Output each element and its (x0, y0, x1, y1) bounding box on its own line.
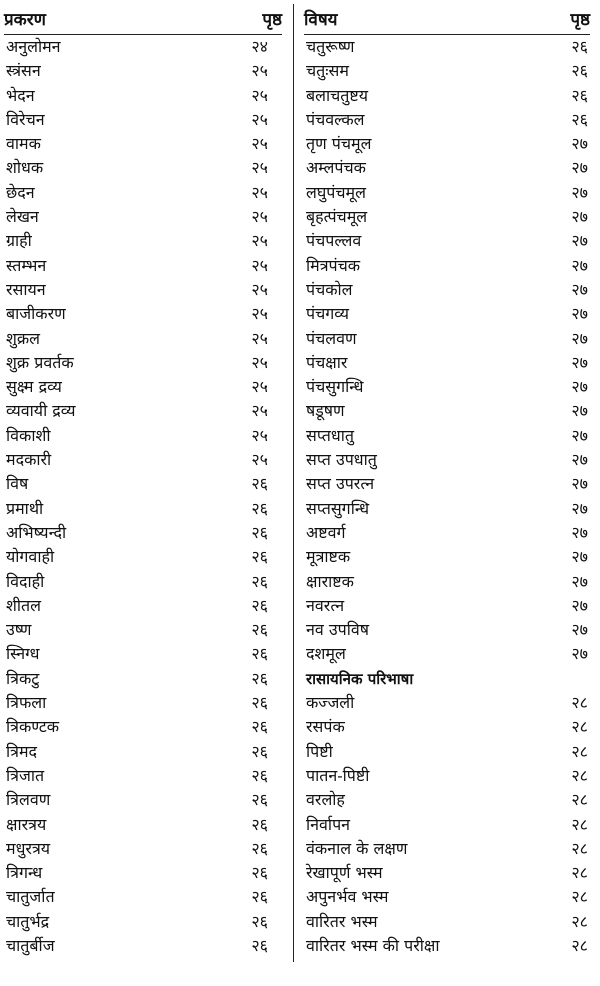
entry-topic: सप्त उपरत्न (306, 474, 375, 494)
index-entry (4, 521, 282, 545)
entry-page-number: २७ (571, 644, 588, 664)
entry-topic: भेदन (6, 85, 35, 105)
entry-topic: चतुरूष्ण (306, 37, 355, 56)
entry-page-number: २६ (251, 765, 268, 785)
entry-page-number: २५ (251, 158, 268, 178)
entry-topic: पंचपल्लव (306, 231, 362, 251)
entry-page-number: २७ (571, 207, 588, 227)
entry-topic: बृहत्पंचमूल (306, 207, 368, 227)
entry-page-number: २७ (571, 134, 588, 154)
entry-page-number: २६ (251, 522, 268, 542)
entry-topic: उष्ण (6, 620, 32, 640)
entry-page-number: २८ (571, 887, 588, 907)
entry-topic: छेदन (6, 182, 35, 202)
entry-page-number: २७ (571, 401, 588, 421)
entry-page-number: २८ (571, 863, 588, 883)
entry-page-number: २६ (251, 498, 268, 518)
entry-page-number: २६ (251, 693, 268, 713)
entry-topic: पंचकोल (306, 279, 353, 299)
index-entry (4, 885, 282, 909)
entry-page-number: २५ (251, 304, 268, 324)
index-entry (4, 715, 282, 739)
entry-page-number: २६ (571, 85, 588, 105)
index-entry (304, 375, 590, 399)
index-entry (4, 691, 282, 715)
index-entry (304, 545, 590, 569)
entry-page-number: २७ (571, 620, 588, 640)
index-entry (304, 594, 590, 618)
entry-page-number: २७ (571, 595, 588, 615)
entry-topic: स्तम्भन (6, 255, 47, 275)
entry-topic: नवरत्न (306, 595, 345, 615)
entry-page-number: २७ (571, 547, 588, 567)
entry-page-number: २६ (251, 547, 268, 567)
entry-topic: वंकनाल के लक्षण (306, 838, 408, 858)
entry-page-number: २७ (571, 522, 588, 542)
entry-page-number: २५ (251, 425, 268, 445)
entry-topic: त्रिजात (6, 765, 45, 785)
entry-page-number: २८ (571, 838, 588, 858)
index-entry (4, 254, 282, 278)
entry-page-number: २६ (251, 887, 268, 907)
entry-topic: रेखापूर्ण भस्म (306, 863, 383, 883)
index-entry (304, 448, 590, 472)
entry-topic: लेखन (6, 207, 39, 227)
entry-topic: त्रिलवण (6, 790, 51, 810)
entry-topic: मूत्राष्टक (306, 547, 351, 567)
entry-topic: त्रिकटु (6, 668, 40, 688)
index-entry (4, 594, 282, 618)
entry-page-number: २६ (571, 37, 588, 56)
index-entry (304, 181, 590, 205)
entry-page-number: २७ (571, 328, 588, 348)
index-entry (4, 472, 282, 496)
entry-topic: पंचक्षार (306, 352, 348, 372)
entry-page-number: २८ (571, 717, 588, 737)
entry-page-number: २८ (571, 790, 588, 810)
index-entry (304, 424, 590, 448)
column-divider (293, 4, 294, 962)
entry-page-number: २७ (571, 450, 588, 470)
entry-page-number: २६ (251, 814, 268, 834)
index-entry (304, 642, 590, 666)
index-entry (4, 132, 282, 156)
entry-page-number: २७ (571, 255, 588, 275)
entry-page-number: २५ (251, 231, 268, 251)
entry-topic: पंचसुगन्धि (306, 377, 364, 397)
index-entry (4, 229, 282, 253)
entry-page-number: २६ (251, 571, 268, 591)
index-entry (4, 181, 282, 205)
entry-topic: शुक्रल (6, 328, 41, 348)
header-page-label: पृष्ठ (262, 10, 282, 30)
entry-page-number: २७ (571, 474, 588, 494)
index-entry (304, 472, 590, 496)
index-entry (4, 764, 282, 788)
entry-topic: स्त्रंसन (6, 61, 41, 81)
index-entry (304, 59, 590, 83)
entry-page-number: २८ (571, 765, 588, 785)
entry-page-number: २६ (251, 863, 268, 883)
entry-topic: पातन-पिष्टी (306, 765, 370, 785)
entry-topic: तृण पंचमूल (306, 134, 372, 154)
index-entry (4, 837, 282, 861)
entry-page-number: २६ (571, 61, 588, 81)
entry-page-number: २६ (251, 474, 268, 494)
index-entry (304, 861, 590, 885)
entry-topic: वारितर भस्म की परीक्षा (306, 935, 440, 955)
entry-page-number: २६ (251, 911, 268, 931)
entry-page-number: २८ (571, 693, 588, 713)
index-entry (304, 910, 590, 934)
entry-topic: मधुरत्रय (6, 838, 51, 858)
index-entry (4, 327, 282, 351)
header-page-label: पृष्ठ (570, 10, 590, 30)
index-entry (4, 448, 282, 472)
index-entry (304, 302, 590, 326)
column-header (304, 6, 590, 35)
entry-topic: क्षाराष्टक (306, 571, 354, 591)
entry-topic: त्रिफला (6, 693, 47, 713)
entry-page-number: २८ (571, 911, 588, 931)
index-entry (4, 84, 282, 108)
index-entry (304, 205, 590, 229)
entry-topic: योगवाही (6, 547, 55, 567)
index-entry (304, 132, 590, 156)
entry-topic: अष्टवर्ग (306, 522, 346, 542)
index-entry (304, 837, 590, 861)
index-entry (304, 618, 590, 642)
entry-page-number: २७ (571, 182, 588, 202)
index-entry (304, 691, 590, 715)
index-entry (4, 910, 282, 934)
entry-topic: व्यवायी द्रव्य (6, 401, 76, 421)
entry-page-number: २६ (571, 109, 588, 129)
entry-topic: चातुर्जात (6, 887, 55, 907)
index-entry (4, 156, 282, 180)
entry-topic: चातुर्भद्र (6, 911, 50, 931)
index-entry (304, 570, 590, 594)
entry-page-number: २६ (251, 595, 268, 615)
entry-page-number: २५ (251, 279, 268, 299)
entry-topic: क्षारत्रय (6, 814, 47, 834)
entry-page-number: २६ (251, 644, 268, 664)
entry-topic: शुक्र प्रवर्तक (6, 352, 74, 372)
entry-page-number: २७ (571, 158, 588, 178)
entry-topic: त्रिकण्टक (6, 717, 60, 737)
entry-page-number: २६ (251, 717, 268, 737)
entry-page-number: २६ (251, 620, 268, 640)
entry-topic: दशमूल (306, 644, 346, 664)
index-entry (304, 740, 590, 764)
entry-page-number: २७ (571, 352, 588, 372)
entry-topic: विष (6, 474, 29, 494)
index-entry (4, 351, 282, 375)
index-entry (304, 521, 590, 545)
entry-topic: वरलोह (306, 790, 345, 810)
index-entry (304, 813, 590, 837)
entry-page-number: २५ (251, 134, 268, 154)
entry-topic: षडूषण (306, 401, 345, 421)
entry-topic: निर्वापन (306, 814, 351, 834)
index-entry (4, 108, 282, 132)
entry-page-number: २५ (251, 352, 268, 372)
index-entry (304, 84, 590, 108)
entry-topic: शोधक (6, 158, 44, 178)
index-entry (4, 497, 282, 521)
index-entry (304, 934, 590, 958)
index-entry (4, 642, 282, 666)
index-entry (4, 618, 282, 642)
entry-topic: नव उपविष (306, 620, 370, 640)
entry-topic: वारितर भस्म (306, 911, 378, 931)
entry-topic: पंचगव्य (306, 304, 350, 324)
index-entry (4, 813, 282, 837)
index-column-left (4, 6, 282, 958)
index-rows (4, 35, 282, 958)
entry-topic: वामक (6, 134, 41, 154)
entry-topic: अनुलोमन (6, 37, 61, 56)
header-topic-label: प्रकरण (4, 10, 46, 30)
index-entry (4, 570, 282, 594)
entry-topic: अपुनर्भव भस्म (306, 887, 389, 907)
index-rows (304, 35, 590, 958)
index-entry (4, 205, 282, 229)
entry-topic: सप्तधातु (306, 425, 354, 445)
entry-page-number: २५ (251, 401, 268, 421)
entry-page-number: २७ (571, 304, 588, 324)
entry-topic: चातुर्बीज (6, 935, 55, 955)
index-entry (304, 108, 590, 132)
entry-topic: विकाशी (6, 425, 51, 445)
entry-topic: सुक्ष्म द्रव्य (6, 377, 62, 397)
entry-page-number: २७ (571, 377, 588, 397)
index-entry (304, 229, 590, 253)
entry-page-number: २५ (251, 61, 268, 81)
entry-topic: अम्लपंचक (306, 158, 366, 178)
index-entry (304, 715, 590, 739)
entry-topic: सप्तसुगन्धि (306, 498, 370, 518)
entry-page-number: २७ (571, 498, 588, 518)
entry-page-number: २६ (251, 790, 268, 810)
index-entry (304, 35, 590, 59)
entry-page-number: २५ (251, 85, 268, 105)
entry-topic: विदाही (6, 571, 45, 591)
entry-page-number: २५ (251, 377, 268, 397)
entry-page-number: २७ (571, 279, 588, 299)
index-entry (304, 885, 590, 909)
index-entry (4, 788, 282, 812)
entry-page-number: २६ (251, 668, 268, 688)
entry-topic: बलाचतुष्टय (306, 85, 369, 105)
index-entry (4, 424, 282, 448)
entry-page-number: २६ (251, 741, 268, 761)
index-entry (4, 302, 282, 326)
index-entry (304, 788, 590, 812)
index-entry (4, 740, 282, 764)
entry-topic: पंचलवण (306, 328, 357, 348)
index-entry (304, 399, 590, 423)
entry-topic: मदकारी (6, 450, 52, 470)
header-topic-label: विषय (304, 10, 338, 30)
entry-topic: चतुःसम (306, 61, 349, 81)
index-entry (4, 934, 282, 958)
entry-topic: त्रिगन्ध (6, 863, 43, 883)
index-entry (4, 667, 282, 691)
entry-page-number: २५ (251, 450, 268, 470)
index-column-right (304, 6, 590, 958)
entry-topic: सप्त उपधातु (306, 450, 377, 470)
column-header (4, 6, 282, 35)
entry-topic: अभिष्यन्दी (6, 522, 67, 542)
index-entry (304, 764, 590, 788)
index-entry (304, 497, 590, 521)
entry-topic: ग्राही (6, 231, 32, 251)
entry-topic: पिष्टी (306, 741, 333, 761)
entry-topic: कज्जली (306, 693, 355, 713)
entry-topic: बाजीकरण (6, 304, 66, 324)
entry-page-number: २४ (251, 37, 268, 56)
index-entry (4, 545, 282, 569)
index-entry (4, 35, 282, 59)
index-entry (4, 861, 282, 885)
entry-page-number: २७ (571, 231, 588, 251)
entry-page-number: २६ (251, 935, 268, 955)
section-heading (304, 667, 590, 691)
entry-page-number: २८ (571, 935, 588, 955)
entry-page-number: २८ (571, 814, 588, 834)
entry-topic: रसायन (6, 279, 46, 299)
index-entry (304, 351, 590, 375)
entry-topic: प्रमाथी (6, 498, 44, 518)
entry-page-number: २५ (251, 255, 268, 275)
entry-topic: रासायनिक परिभाषा (306, 669, 414, 688)
index-entry (304, 278, 590, 302)
index-entry (4, 375, 282, 399)
entry-topic: त्रिमद (6, 741, 38, 761)
entry-topic: रसपंक (306, 717, 345, 737)
index-entry (4, 278, 282, 302)
entry-page-number: २६ (251, 838, 268, 858)
entry-page-number: २८ (571, 741, 588, 761)
index-entry (304, 254, 590, 278)
entry-topic: मित्रपंचक (306, 255, 361, 275)
entry-topic: शीतल (6, 595, 41, 615)
entry-topic: लघुपंचमूल (306, 182, 366, 202)
index-entry (4, 399, 282, 423)
entry-topic: विरेचन (6, 109, 45, 129)
index-entry (4, 59, 282, 83)
entry-page-number: २५ (251, 109, 268, 129)
entry-page-number: २७ (571, 425, 588, 445)
entry-page-number: २७ (571, 571, 588, 591)
entry-page-number: २५ (251, 182, 268, 202)
entry-page-number: २५ (251, 207, 268, 227)
entry-topic: पंचवल्कल (306, 109, 365, 129)
index-entry (304, 156, 590, 180)
entry-page-number: २५ (251, 328, 268, 348)
entry-topic: स्निग्ध (6, 644, 40, 664)
index-entry (304, 327, 590, 351)
